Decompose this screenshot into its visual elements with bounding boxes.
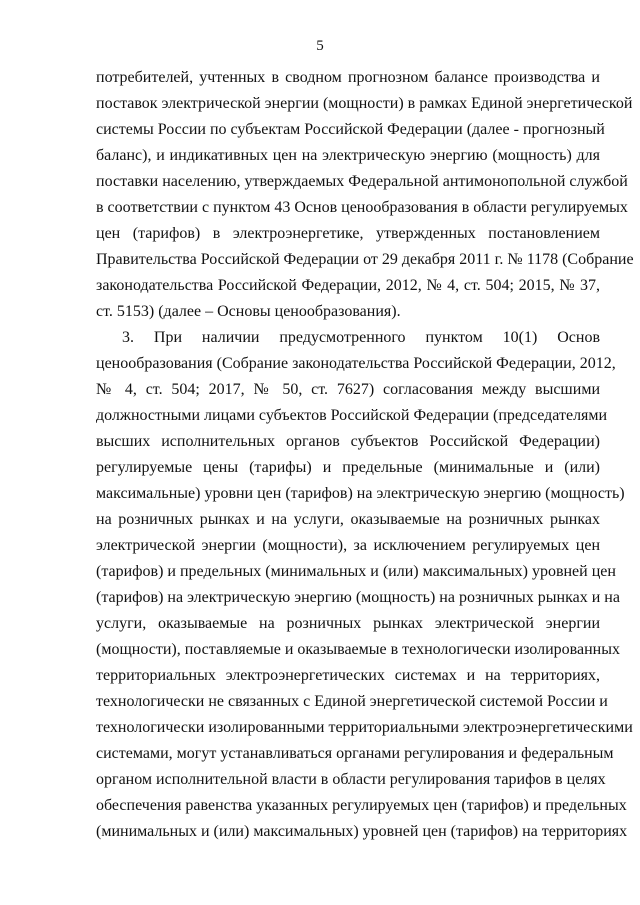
text-line: (тарифов) и предельных (минимальных и (или) максимальных) уровней цен bbox=[96, 563, 616, 580]
text-line: поставки населению, утверждаемых Федеральной антимонопольной службой bbox=[96, 173, 628, 190]
text-line: цен (тарифов) в электроэнергетике, утвержденных постановлением bbox=[96, 225, 600, 242]
text-line: максимальные) уровни цен (тарифов) на электрическую энергию (мощность) bbox=[96, 485, 625, 502]
text-line: ценообразования (Собрание законодательства Российской Федерации, 2012, bbox=[96, 355, 616, 372]
text-line: технологически изолированными территориальными электроэнергетическими bbox=[96, 719, 633, 736]
text-line: баланс), и индикативных цен на электрическую энергию (мощность) для bbox=[96, 147, 600, 164]
text-line: услуги, оказываемые на розничных рынках электрической энергии bbox=[96, 615, 600, 632]
text-line: территориальных электроэнергетических системах и на территориях, bbox=[96, 667, 600, 684]
text-line: органом исполнительной власти в области регулирования тарифов в целях bbox=[96, 771, 606, 788]
text-line: системами, могут устанавливаться органами регулирования и федеральным bbox=[96, 745, 614, 762]
text-line: поставок электрической энергии (мощности) в рамках Единой энергетической bbox=[96, 95, 633, 112]
text-line: Правительства Российской Федерации от 29 декабря 2011 г. № 1178 (Собрание bbox=[96, 251, 634, 268]
text-line: (минимальных и (или) максимальных) уровней цен (тарифов) на территориях bbox=[96, 823, 628, 840]
text-line: ст. 5153) (далее – Основы ценообразования). bbox=[96, 303, 401, 320]
text-line: № 4, ст. 504; 2017, № 50, ст. 7627) согласования между высшими bbox=[96, 381, 600, 398]
text-line: законодательства Российской Федерации, 2012, № 4, ст. 504; 2015, № 37, bbox=[96, 277, 600, 294]
text-line: потребителей, учтенных в сводном прогнозном балансе производства и bbox=[96, 69, 600, 86]
text-line: высших исполнительных органов субъектов Российской Федерации) bbox=[96, 433, 600, 450]
paragraph-item-3 bbox=[96, 325, 633, 845]
text-line: регулируемые цены (тарифы) и предельные (минимальные и (или) bbox=[96, 459, 600, 476]
text-line: в соответствии с пунктом 43 Основ ценообразования в области регулируемых bbox=[96, 199, 628, 216]
text-line: на розничных рынках и на услуги, оказываемые на розничных рынках bbox=[96, 511, 600, 528]
text-line: (тарифов) на электрическую энергию (мощность) на розничных рынках и на bbox=[96, 589, 620, 606]
text-line: системы России по субъектам Российской Федерации (далее - прогнозный bbox=[96, 121, 605, 138]
paragraph-continuation bbox=[96, 65, 634, 325]
text-line: электрической энергии (мощности), за исключением регулируемых цен bbox=[96, 537, 600, 554]
page-number: 5 bbox=[316, 38, 324, 54]
text-line: должностными лицами субъектов Российской Федерации (председателями bbox=[96, 407, 608, 424]
text-line: обеспечения равенства указанных регулируемых цен (тарифов) и предельных bbox=[96, 797, 627, 814]
text-line: технологически не связанных с Единой энергетической системой России и bbox=[96, 693, 608, 710]
text-line: 3. При наличии предусмотренного пунктом 10(1) Основ bbox=[122, 329, 600, 346]
text-line: (мощности), поставляемые и оказываемые в технологически изолированных bbox=[96, 641, 620, 658]
